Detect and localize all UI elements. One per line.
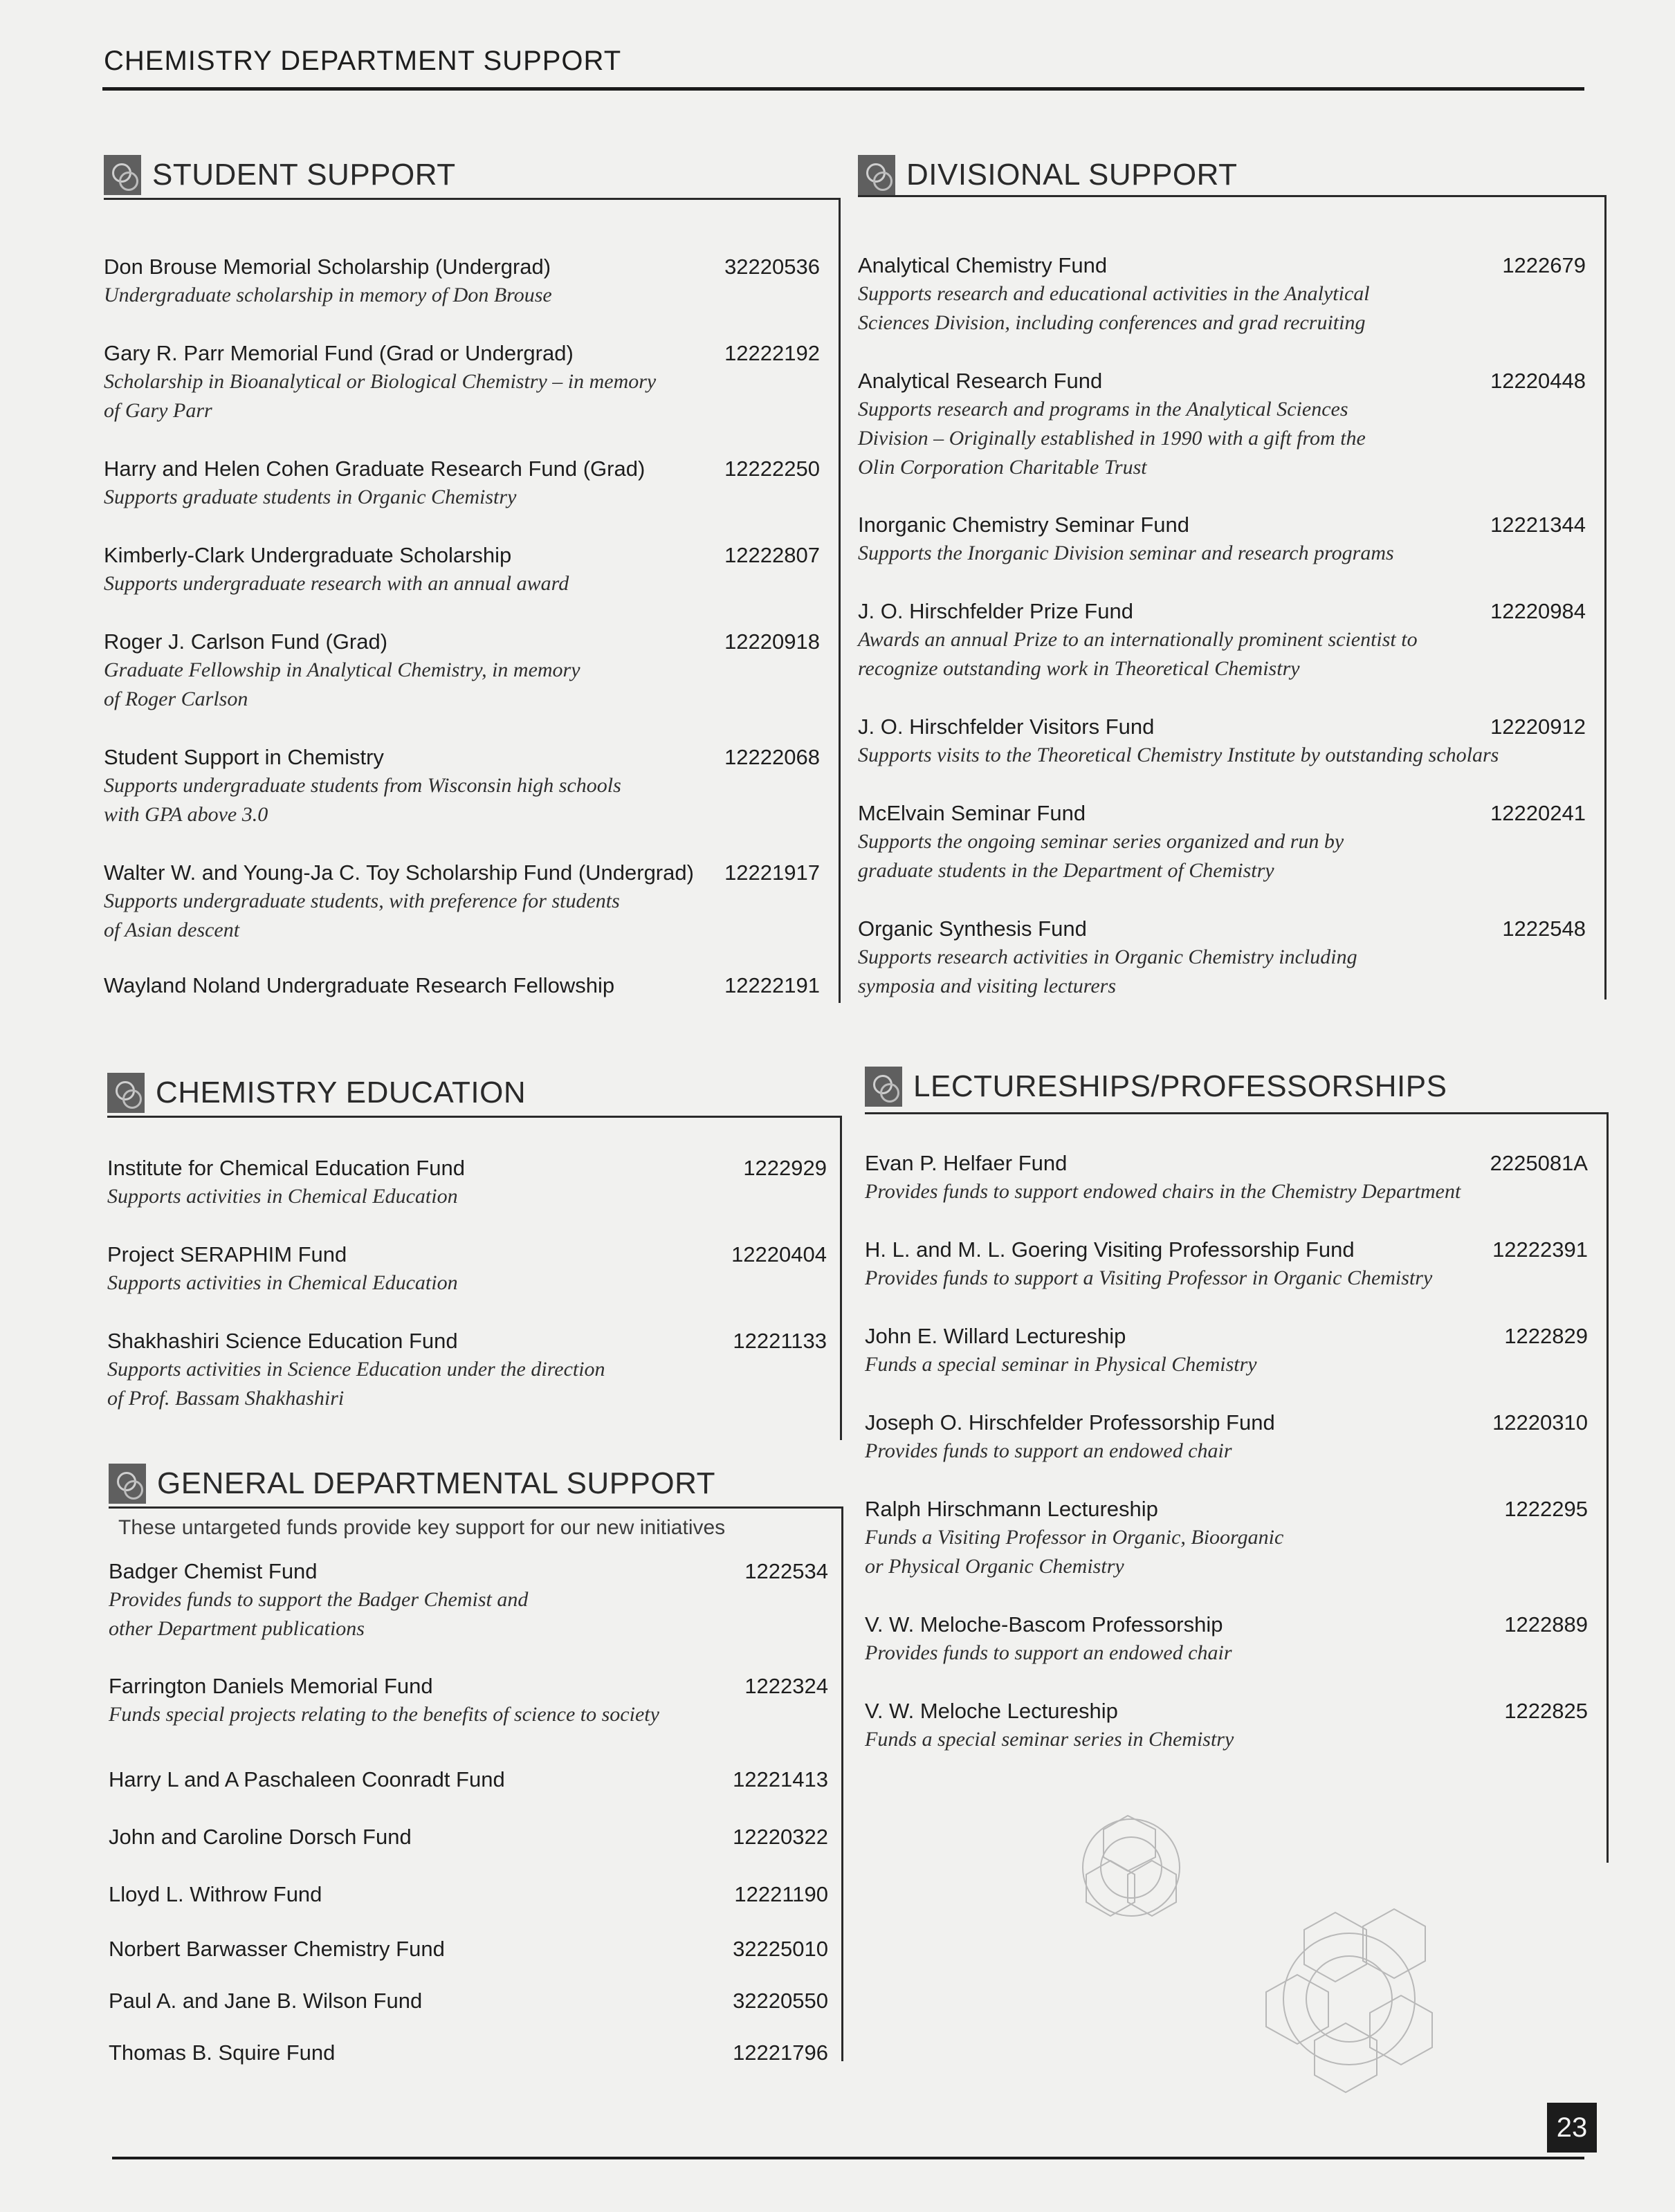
fund-entry	[104, 455, 820, 512]
section-title: CHEMISTRY EDUCATION	[156, 1076, 527, 1109]
fund-description: Funds a special seminar in Physical Chemistry	[865, 1353, 1257, 1376]
chemistry-education-section	[107, 1070, 842, 1440]
fund-code: 1222548	[1502, 916, 1586, 941]
fund-name: Farrington Daniels Memorial Fund	[109, 1674, 433, 1698]
fund-description: with GPA above 3.0	[104, 803, 268, 826]
fund-code: 12220310	[1492, 1410, 1588, 1435]
fund-entry	[109, 1823, 828, 1851]
fund-code: 32220550	[733, 1989, 828, 2013]
section-title: STUDENT SUPPORT	[152, 158, 456, 192]
fund-code: 1222324	[744, 1674, 828, 1698]
fund-entry	[109, 1766, 828, 1794]
fund-entry	[104, 628, 820, 714]
fund-code: 12220912	[1490, 715, 1586, 739]
fund-name: Wayland Noland Undergraduate Research Fellowship	[104, 973, 615, 997]
fund-entry	[109, 1558, 828, 1643]
fund-description: Supports activities in Science Education under the direction	[107, 1358, 605, 1381]
fund-description: Provides funds to support endowed chairs in the Chemistry Department	[865, 1180, 1461, 1203]
fund-code: 12222250	[724, 457, 820, 481]
fund-code: 12220241	[1490, 801, 1586, 825]
fund-name: Student Support in Chemistry	[104, 745, 384, 769]
fund-description: Scholarship in Bioanalytical or Biological Chemistry – in memory	[104, 370, 657, 393]
fund-code: 12220322	[733, 1825, 828, 1849]
fund-description: of Gary Parr	[104, 399, 212, 422]
fund-description: Provides funds to support an endowed chair	[865, 1439, 1232, 1462]
fund-code: 12221133	[733, 1329, 827, 1353]
fund-entry	[104, 972, 820, 999]
fund-code: 1222825	[1504, 1699, 1588, 1723]
fund-name: Gary R. Parr Memorial Fund (Grad or Undergrad)	[104, 341, 574, 365]
fund-description: graduate students in the Department of Chemistry	[858, 859, 1274, 882]
molecule-icon	[107, 1073, 145, 1113]
fund-description: Supports research and programs in the Analytical Sciences	[858, 398, 1348, 421]
fund-entry	[104, 859, 820, 945]
fund-entry	[858, 252, 1586, 338]
fund-description: other Department publications	[109, 1617, 365, 1640]
fund-name: Ralph Hirschmann Lectureship	[865, 1497, 1158, 1521]
fund-code: 12221344	[1490, 513, 1586, 537]
fund-entry	[104, 340, 820, 425]
fund-code: 32220536	[724, 255, 820, 279]
section-header	[858, 152, 1237, 198]
fund-entry	[858, 915, 1586, 1001]
molecule-graphic	[1038, 1791, 1481, 2096]
fund-code: 1222929	[743, 1156, 827, 1180]
divisional-support-section	[858, 152, 1607, 999]
fund-entry	[865, 1322, 1588, 1379]
fund-name: Organic Synthesis Fund	[858, 916, 1087, 941]
fund-code: 12220448	[1490, 369, 1586, 393]
fund-code: 12221917	[724, 860, 820, 885]
fund-name: Inorganic Chemistry Seminar Fund	[858, 513, 1189, 537]
fund-description: Supports activities in Chemical Education	[107, 1271, 458, 1294]
fund-entry	[107, 1327, 827, 1413]
general-support-section	[109, 1461, 843, 2065]
fund-description: Supports the Inorganic Division seminar and research programs	[858, 542, 1394, 564]
fund-entry	[109, 1881, 828, 1908]
molecule-icon	[858, 155, 895, 195]
page-header: CHEMISTRY DEPARTMENT SUPPORT	[104, 46, 622, 76]
fund-description: of Roger Carlson	[104, 688, 248, 710]
fund-description: Provides funds to support an endowed chair	[865, 1641, 1232, 1664]
section-header	[107, 1070, 526, 1116]
fund-code: 12222807	[724, 543, 820, 567]
fund-description: of Prof. Bassam Shakhashiri	[107, 1387, 345, 1410]
fund-code: 1222889	[1504, 1612, 1588, 1637]
fund-entry	[109, 2039, 828, 2067]
fund-description: Supports undergraduate students from Wisconsin high schools	[104, 774, 621, 797]
fund-description: Awards an annual Prize to an internationally prominent scientist to	[858, 628, 1418, 651]
fund-code: 12221413	[733, 1767, 828, 1791]
section-title: DIVISIONAL SUPPORT	[906, 158, 1238, 192]
fund-name: Thomas B. Squire Fund	[109, 2040, 336, 2065]
fund-name: Evan P. Helfaer Fund	[865, 1151, 1068, 1175]
fund-description: Supports visits to the Theoretical Chemistry Institute by outstanding scholars	[858, 744, 1499, 766]
molecule-icon	[865, 1067, 902, 1107]
section-title: GENERAL DEPARTMENTAL SUPPORT	[157, 1466, 715, 1500]
fund-entry	[104, 253, 820, 310]
fund-code: 12222068	[724, 745, 820, 769]
fund-code: 32225010	[733, 1937, 828, 1961]
fund-entry	[109, 1987, 828, 2015]
fund-description: Supports undergraduate students, with preference for students	[104, 890, 620, 912]
fund-entry	[104, 542, 820, 598]
fund-name: McElvain Seminar Fund	[858, 801, 1086, 825]
fund-description: Undergraduate scholarship in memory of Don Brouse	[104, 284, 552, 306]
fund-description: Supports activities in Chemical Education	[107, 1185, 458, 1208]
fund-name: V. W. Meloche Lectureship	[865, 1699, 1118, 1723]
fund-description: Graduate Fellowship in Analytical Chemistry, in memory	[104, 658, 580, 681]
fund-name: Analytical Chemistry Fund	[858, 253, 1108, 277]
page-number: 23	[1547, 2103, 1597, 2153]
fund-description: Supports undergraduate research with an annual award	[104, 572, 569, 595]
fund-description: Olin Corporation Charitable Trust	[858, 456, 1147, 479]
fund-entry	[865, 1611, 1588, 1668]
section-title: LECTURESHIPS/PROFESSORSHIPS	[913, 1069, 1447, 1103]
fund-code: 12222192	[724, 341, 820, 365]
fund-code: 12220984	[1490, 599, 1586, 623]
fund-name: John E. Willard Lectureship	[865, 1324, 1126, 1348]
fund-entry	[104, 744, 820, 829]
fund-name: V. W. Meloche-Bascom Professorship	[865, 1612, 1223, 1637]
fund-code: 1222295	[1504, 1497, 1588, 1521]
fund-description: symposia and visiting lecturers	[858, 975, 1117, 997]
molecule-icon	[109, 1464, 146, 1504]
fund-description: Supports the ongoing seminar series organized and run by	[858, 830, 1344, 853]
fund-name: Kimberly-Clark Undergraduate Scholarship	[104, 543, 512, 567]
fund-entry	[858, 598, 1586, 683]
fund-name: Joseph O. Hirschfelder Professorship Fund	[865, 1410, 1275, 1435]
fund-entry	[858, 800, 1586, 885]
fund-name: J. O. Hirschfelder Prize Fund	[858, 599, 1133, 623]
fund-name: Lloyd L. Withrow Fund	[109, 1882, 322, 1906]
fund-name: Paul A. and Jane B. Wilson Fund	[109, 1989, 423, 2013]
fund-description: recognize outstanding work in Theoretical Chemistry	[858, 657, 1300, 680]
fund-description: Sciences Division, including conferences and grad recruiting	[858, 311, 1366, 334]
section-header	[104, 152, 456, 198]
fund-name: Project SERAPHIM Fund	[107, 1242, 347, 1266]
fund-name: Harry and Helen Cohen Graduate Research Fund (Grad)	[104, 457, 646, 481]
fund-description: or Physical Organic Chemistry	[865, 1555, 1124, 1578]
fund-description: of Asian descent	[104, 919, 240, 941]
fund-code: 12222391	[1492, 1237, 1588, 1262]
fund-description: Supports graduate students in Organic Chemistry	[104, 486, 517, 508]
fund-description: Provides funds to support a Visiting Professor in Organic Chemistry	[865, 1266, 1433, 1289]
fund-entry	[865, 1236, 1588, 1293]
fund-name: Analytical Research Fund	[858, 369, 1103, 393]
fund-description: Funds a special seminar series in Chemistry	[865, 1728, 1234, 1751]
fund-name: John and Caroline Dorsch Fund	[109, 1825, 412, 1849]
fund-entry	[858, 367, 1586, 482]
fund-entry	[107, 1241, 827, 1298]
fund-name: Walter W. and Young-Ja C. Toy Scholarship Fund (Undergrad)	[104, 860, 694, 885]
section-intro: These untargeted funds provide key support for our new initiatives	[118, 1516, 726, 1539]
student-support-section	[104, 152, 841, 1003]
footer-rule	[112, 2157, 1584, 2159]
fund-code: 12220918	[724, 629, 820, 654]
fund-description: Funds special projects relating to the benefits of science to society	[109, 1703, 659, 1726]
fund-name: Don Brouse Memorial Scholarship (Undergrad)	[104, 255, 551, 279]
fund-name: Roger J. Carlson Fund (Grad)	[104, 629, 388, 654]
fund-description: Funds a Visiting Professor in Organic, Bioorganic	[865, 1526, 1284, 1549]
fund-code: 1222679	[1502, 253, 1586, 277]
fund-code: 12221796	[733, 2040, 828, 2065]
fund-code: 12222191	[724, 973, 820, 997]
fund-description: Supports research activities in Organic Chemistry including	[858, 946, 1357, 968]
fund-entry	[109, 1935, 828, 1963]
section-header	[865, 1064, 1447, 1109]
header-rule	[102, 87, 1584, 91]
fund-name: J. O. Hirschfelder Visitors Fund	[858, 715, 1155, 739]
fund-name: Badger Chemist Fund	[109, 1559, 318, 1583]
fund-name: Institute for Chemical Education Fund	[107, 1156, 465, 1180]
fund-entry	[107, 1154, 827, 1211]
lectureships-section	[865, 1064, 1609, 1863]
fund-description: Provides funds to support the Badger Chemist and	[109, 1588, 529, 1611]
fund-code: 12220404	[731, 1242, 827, 1266]
fund-entry	[865, 1697, 1588, 1754]
fund-entry	[865, 1409, 1588, 1466]
fund-name: Shakhashiri Science Education Fund	[107, 1329, 458, 1353]
fund-name: Norbert Barwasser Chemistry Fund	[109, 1937, 445, 1961]
section-header	[109, 1461, 715, 1506]
fund-code: 1222829	[1504, 1324, 1588, 1348]
fund-entry	[858, 713, 1586, 770]
fund-code: 1222534	[744, 1559, 828, 1583]
fund-entry	[858, 511, 1586, 568]
fund-entry	[865, 1150, 1588, 1206]
fund-code: 2225081A	[1490, 1151, 1588, 1175]
fund-name: Harry L and A Paschaleen Coonradt Fund	[109, 1767, 505, 1791]
molecule-icon	[104, 155, 141, 195]
fund-entry	[109, 1672, 828, 1729]
fund-name: H. L. and M. L. Goering Visiting Professorship Fund	[865, 1237, 1355, 1262]
fund-code: 12221190	[734, 1882, 828, 1906]
fund-description: Division – Originally established in 1990 with a gift from the	[858, 427, 1366, 450]
fund-entry	[865, 1495, 1588, 1581]
fund-description: Supports research and educational activities in the Analytical	[858, 282, 1370, 305]
